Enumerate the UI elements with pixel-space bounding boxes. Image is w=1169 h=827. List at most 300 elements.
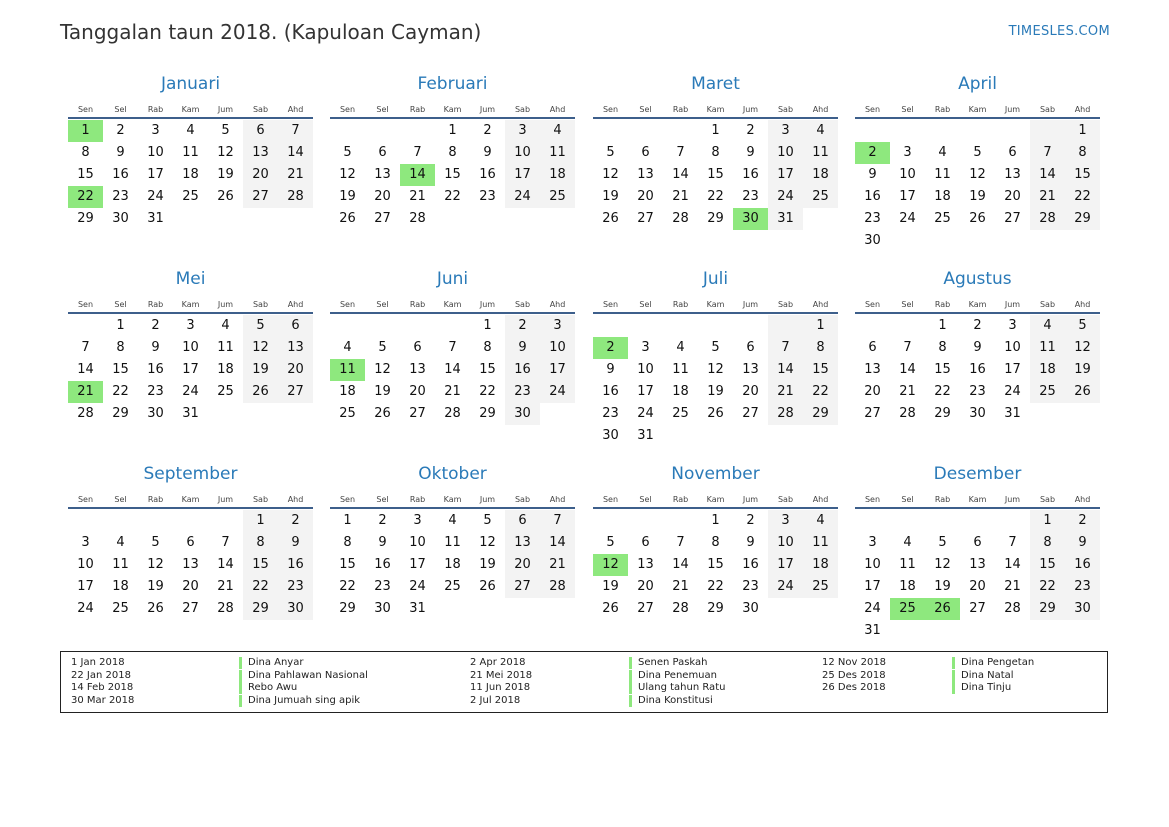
day-cell[interactable]: 24: [864, 601, 881, 616]
day-cell[interactable]: 13: [637, 167, 654, 182]
day-cell[interactable]: 9: [868, 167, 877, 182]
day-cell[interactable]: 17: [1004, 362, 1021, 377]
day-cell[interactable]: 13: [637, 557, 654, 572]
day-cell[interactable]: 4: [221, 318, 230, 333]
day-cell[interactable]: 15: [339, 557, 356, 572]
day-cell[interactable]: 10: [77, 557, 94, 572]
day-cell[interactable]: 5: [973, 145, 982, 160]
day-cell[interactable]: 11: [182, 145, 199, 160]
day-cell[interactable]: 4: [803, 510, 838, 532]
day-cell[interactable]: 16: [864, 189, 881, 204]
day-cell[interactable]: 22: [243, 576, 278, 598]
day-cell[interactable]: 24: [899, 211, 916, 226]
day-cell[interactable]: 21: [278, 164, 313, 186]
day-cell[interactable]: 7: [81, 340, 90, 355]
day-cell[interactable]: 27: [742, 406, 759, 421]
day-cell[interactable]: 6: [746, 340, 755, 355]
day-cell[interactable]: 28: [672, 211, 689, 226]
day-cell[interactable]: 23: [1065, 576, 1100, 598]
day-cell[interactable]: 27: [243, 186, 278, 208]
day-cell[interactable]: 17: [409, 557, 426, 572]
day-cell[interactable]: 25: [672, 406, 689, 421]
day-cell[interactable]: 25: [540, 186, 575, 208]
day-cell[interactable]: 6: [186, 535, 195, 550]
day-cell[interactable]: 24: [505, 186, 540, 208]
day-cell[interactable]: 15: [707, 167, 724, 182]
day-cell[interactable]: 31: [768, 208, 803, 230]
day-cell[interactable]: 12: [339, 167, 356, 182]
day-cell[interactable]: 18: [339, 384, 356, 399]
day-cell[interactable]: 28: [77, 406, 94, 421]
day-cell[interactable]: 10: [864, 557, 881, 572]
day-cell[interactable]: 4: [676, 340, 685, 355]
holiday-day-cell[interactable]: 26: [925, 598, 960, 620]
day-cell[interactable]: 26: [969, 211, 986, 226]
day-cell[interactable]: 4: [1030, 315, 1065, 337]
day-cell[interactable]: 27: [505, 576, 540, 598]
day-cell[interactable]: 16: [969, 362, 986, 377]
day-cell[interactable]: 26: [374, 406, 391, 421]
day-cell[interactable]: 20: [278, 359, 313, 381]
day-cell[interactable]: 20: [505, 554, 540, 576]
day-cell[interactable]: 18: [540, 164, 575, 186]
day-cell[interactable]: 4: [803, 120, 838, 142]
day-cell[interactable]: 9: [746, 535, 755, 550]
day-cell[interactable]: 16: [479, 167, 496, 182]
day-cell[interactable]: 23: [479, 189, 496, 204]
day-cell[interactable]: 23: [147, 384, 164, 399]
day-cell[interactable]: 5: [243, 315, 278, 337]
day-cell[interactable]: 28: [1004, 601, 1021, 616]
day-cell[interactable]: 15: [444, 167, 461, 182]
day-cell[interactable]: 24: [637, 406, 654, 421]
day-cell[interactable]: 15: [77, 167, 94, 182]
day-cell[interactable]: 4: [186, 123, 195, 138]
day-cell[interactable]: 26: [707, 406, 724, 421]
day-cell[interactable]: 2: [973, 318, 982, 333]
day-cell[interactable]: 31: [1004, 406, 1021, 421]
day-cell[interactable]: 7: [278, 120, 313, 142]
day-cell[interactable]: 15: [1030, 554, 1065, 576]
day-cell[interactable]: 10: [147, 145, 164, 160]
day-cell[interactable]: 27: [409, 406, 426, 421]
day-cell[interactable]: 31: [182, 406, 199, 421]
day-cell[interactable]: 29: [479, 406, 496, 421]
day-cell[interactable]: 14: [1030, 164, 1065, 186]
day-cell[interactable]: 19: [969, 189, 986, 204]
day-cell[interactable]: 18: [112, 579, 129, 594]
day-cell[interactable]: 20: [969, 579, 986, 594]
day-cell[interactable]: 16: [742, 557, 759, 572]
day-cell[interactable]: 22: [479, 384, 496, 399]
day-cell[interactable]: 27: [374, 211, 391, 226]
day-cell[interactable]: 14: [444, 362, 461, 377]
day-cell[interactable]: 7: [676, 535, 685, 550]
day-cell[interactable]: 12: [243, 337, 278, 359]
day-cell[interactable]: 6: [868, 340, 877, 355]
day-cell[interactable]: 13: [864, 362, 881, 377]
day-cell[interactable]: 16: [742, 167, 759, 182]
day-cell[interactable]: 9: [973, 340, 982, 355]
holiday-day-cell[interactable]: 22: [68, 186, 103, 208]
day-cell[interactable]: 1: [1065, 120, 1100, 142]
day-cell[interactable]: 22: [112, 384, 129, 399]
day-cell[interactable]: 22: [707, 579, 724, 594]
day-cell[interactable]: 8: [938, 340, 947, 355]
day-cell[interactable]: 1: [343, 513, 352, 528]
day-cell[interactable]: 20: [637, 579, 654, 594]
day-cell[interactable]: 10: [637, 362, 654, 377]
day-cell[interactable]: 16: [278, 554, 313, 576]
day-cell[interactable]: 29: [339, 601, 356, 616]
day-cell[interactable]: 10: [505, 142, 540, 164]
day-cell[interactable]: 3: [186, 318, 195, 333]
day-cell[interactable]: 15: [112, 362, 129, 377]
day-cell[interactable]: 13: [1004, 167, 1021, 182]
day-cell[interactable]: 29: [707, 601, 724, 616]
day-cell[interactable]: 2: [505, 315, 540, 337]
day-cell[interactable]: 12: [969, 167, 986, 182]
day-cell[interactable]: 2: [378, 513, 387, 528]
day-cell[interactable]: 10: [768, 142, 803, 164]
day-cell[interactable]: 19: [147, 579, 164, 594]
day-cell[interactable]: 17: [768, 164, 803, 186]
day-cell[interactable]: 18: [934, 189, 951, 204]
day-cell[interactable]: 8: [803, 337, 838, 359]
day-cell[interactable]: 6: [641, 145, 650, 160]
day-cell[interactable]: 22: [707, 189, 724, 204]
day-cell[interactable]: 26: [217, 189, 234, 204]
day-cell[interactable]: 27: [182, 601, 199, 616]
day-cell[interactable]: 1: [803, 315, 838, 337]
day-cell[interactable]: 12: [374, 362, 391, 377]
day-cell[interactable]: 16: [112, 167, 129, 182]
day-cell[interactable]: 26: [602, 211, 619, 226]
day-cell[interactable]: 17: [864, 579, 881, 594]
day-cell[interactable]: 2: [1065, 510, 1100, 532]
day-cell[interactable]: 13: [969, 557, 986, 572]
day-cell[interactable]: 13: [374, 167, 391, 182]
day-cell[interactable]: 6: [378, 145, 387, 160]
day-cell[interactable]: 15: [1065, 164, 1100, 186]
day-cell[interactable]: 2: [483, 123, 492, 138]
day-cell[interactable]: 22: [803, 381, 838, 403]
day-cell[interactable]: 29: [77, 211, 94, 226]
day-cell[interactable]: 19: [374, 384, 391, 399]
day-cell[interactable]: 21: [444, 384, 461, 399]
day-cell[interactable]: 1: [711, 513, 720, 528]
day-cell[interactable]: 23: [742, 579, 759, 594]
day-cell[interactable]: 28: [1030, 208, 1065, 230]
day-cell[interactable]: 23: [278, 576, 313, 598]
day-cell[interactable]: 4: [116, 535, 125, 550]
day-cell[interactable]: 26: [602, 601, 619, 616]
day-cell[interactable]: 12: [217, 145, 234, 160]
day-cell[interactable]: 5: [711, 340, 720, 355]
day-cell[interactable]: 14: [77, 362, 94, 377]
day-cell[interactable]: 7: [448, 340, 457, 355]
day-cell[interactable]: 6: [1008, 145, 1017, 160]
day-cell[interactable]: 20: [409, 384, 426, 399]
day-cell[interactable]: 14: [540, 532, 575, 554]
day-cell[interactable]: 9: [1065, 532, 1100, 554]
day-cell[interactable]: 7: [413, 145, 422, 160]
day-cell[interactable]: 30: [864, 233, 881, 248]
day-cell[interactable]: 29: [1030, 598, 1065, 620]
day-cell[interactable]: 3: [868, 535, 877, 550]
day-cell[interactable]: 5: [221, 123, 230, 138]
day-cell[interactable]: 8: [483, 340, 492, 355]
holiday-day-cell[interactable]: 2: [855, 142, 890, 164]
day-cell[interactable]: 3: [768, 120, 803, 142]
day-cell[interactable]: 21: [768, 381, 803, 403]
day-cell[interactable]: 22: [1030, 576, 1065, 598]
day-cell[interactable]: 6: [505, 510, 540, 532]
day-cell[interactable]: 22: [1065, 186, 1100, 208]
day-cell[interactable]: 4: [903, 535, 912, 550]
day-cell[interactable]: 1: [448, 123, 457, 138]
day-cell[interactable]: 17: [540, 359, 575, 381]
day-cell[interactable]: 8: [448, 145, 457, 160]
day-cell[interactable]: 21: [409, 189, 426, 204]
day-cell[interactable]: 12: [1065, 337, 1100, 359]
day-cell[interactable]: 28: [278, 186, 313, 208]
day-cell[interactable]: 10: [1004, 340, 1021, 355]
day-cell[interactable]: 30: [742, 601, 759, 616]
day-cell[interactable]: 23: [505, 381, 540, 403]
day-cell[interactable]: 30: [505, 403, 540, 425]
holiday-day-cell[interactable]: 2: [593, 337, 628, 359]
day-cell[interactable]: 5: [151, 535, 160, 550]
day-cell[interactable]: 10: [182, 340, 199, 355]
day-cell[interactable]: 8: [1030, 532, 1065, 554]
day-cell[interactable]: 19: [602, 189, 619, 204]
day-cell[interactable]: 29: [803, 403, 838, 425]
day-cell[interactable]: 2: [151, 318, 160, 333]
day-cell[interactable]: 15: [707, 557, 724, 572]
day-cell[interactable]: 30: [1065, 598, 1100, 620]
day-cell[interactable]: 18: [182, 167, 199, 182]
day-cell[interactable]: 13: [742, 362, 759, 377]
day-cell[interactable]: 1: [711, 123, 720, 138]
day-cell[interactable]: 17: [77, 579, 94, 594]
day-cell[interactable]: 8: [243, 532, 278, 554]
day-cell[interactable]: 13: [182, 557, 199, 572]
day-cell[interactable]: 29: [1065, 208, 1100, 230]
day-cell[interactable]: 28: [217, 601, 234, 616]
day-cell[interactable]: 18: [444, 557, 461, 572]
day-cell[interactable]: 16: [147, 362, 164, 377]
day-cell[interactable]: 6: [243, 120, 278, 142]
day-cell[interactable]: 18: [899, 579, 916, 594]
day-cell[interactable]: 17: [768, 554, 803, 576]
day-cell[interactable]: 11: [672, 362, 689, 377]
day-cell[interactable]: 14: [899, 362, 916, 377]
day-cell[interactable]: 24: [1004, 384, 1021, 399]
day-cell[interactable]: 26: [1065, 381, 1100, 403]
day-cell[interactable]: 7: [903, 340, 912, 355]
day-cell[interactable]: 23: [602, 406, 619, 421]
day-cell[interactable]: 19: [707, 384, 724, 399]
day-cell[interactable]: 21: [540, 554, 575, 576]
day-cell[interactable]: 12: [602, 167, 619, 182]
day-cell[interactable]: 22: [934, 384, 951, 399]
day-cell[interactable]: 9: [151, 340, 160, 355]
day-cell[interactable]: 19: [934, 579, 951, 594]
day-cell[interactable]: 25: [112, 601, 129, 616]
day-cell[interactable]: 8: [81, 145, 90, 160]
day-cell[interactable]: 3: [151, 123, 160, 138]
holiday-day-cell[interactable]: 14: [400, 164, 435, 186]
day-cell[interactable]: 21: [672, 189, 689, 204]
day-cell[interactable]: 10: [768, 532, 803, 554]
day-cell[interactable]: 5: [343, 145, 352, 160]
day-cell[interactable]: 6: [973, 535, 982, 550]
day-cell[interactable]: 27: [278, 381, 313, 403]
day-cell[interactable]: 24: [182, 384, 199, 399]
day-cell[interactable]: 25: [182, 189, 199, 204]
day-cell[interactable]: 18: [803, 554, 838, 576]
day-cell[interactable]: 22: [339, 579, 356, 594]
day-cell[interactable]: 19: [1065, 359, 1100, 381]
day-cell[interactable]: 3: [81, 535, 90, 550]
day-cell[interactable]: 13: [278, 337, 313, 359]
day-cell[interactable]: 9: [278, 532, 313, 554]
day-cell[interactable]: 27: [637, 601, 654, 616]
day-cell[interactable]: 16: [602, 384, 619, 399]
day-cell[interactable]: 1: [483, 318, 492, 333]
holiday-day-cell[interactable]: 11: [330, 359, 365, 381]
day-cell[interactable]: 25: [803, 576, 838, 598]
day-cell[interactable]: 7: [768, 337, 803, 359]
day-cell[interactable]: 21: [217, 579, 234, 594]
day-cell[interactable]: 7: [1030, 142, 1065, 164]
day-cell[interactable]: 11: [112, 557, 129, 572]
day-cell[interactable]: 14: [768, 359, 803, 381]
day-cell[interactable]: 31: [864, 623, 881, 638]
day-cell[interactable]: 21: [899, 384, 916, 399]
day-cell[interactable]: 25: [934, 211, 951, 226]
day-cell[interactable]: 12: [934, 557, 951, 572]
day-cell[interactable]: 14: [672, 167, 689, 182]
day-cell[interactable]: 4: [343, 340, 352, 355]
day-cell[interactable]: 5: [606, 535, 615, 550]
day-cell[interactable]: 17: [147, 167, 164, 182]
day-cell[interactable]: 30: [147, 406, 164, 421]
day-cell[interactable]: 19: [217, 167, 234, 182]
day-cell[interactable]: 7: [221, 535, 230, 550]
day-cell[interactable]: 29: [243, 598, 278, 620]
day-cell[interactable]: 24: [77, 601, 94, 616]
day-cell[interactable]: 4: [448, 513, 457, 528]
day-cell[interactable]: 8: [1065, 142, 1100, 164]
day-cell[interactable]: 17: [505, 164, 540, 186]
day-cell[interactable]: 26: [479, 579, 496, 594]
day-cell[interactable]: 3: [540, 315, 575, 337]
day-cell[interactable]: 14: [217, 557, 234, 572]
day-cell[interactable]: 26: [147, 601, 164, 616]
day-cell[interactable]: 12: [707, 362, 724, 377]
day-cell[interactable]: 10: [899, 167, 916, 182]
day-cell[interactable]: 12: [479, 535, 496, 550]
holiday-day-cell[interactable]: 30: [733, 208, 768, 230]
day-cell[interactable]: 14: [278, 142, 313, 164]
day-cell[interactable]: 26: [339, 211, 356, 226]
day-cell[interactable]: 27: [1004, 211, 1021, 226]
day-cell[interactable]: 25: [1030, 381, 1065, 403]
day-cell[interactable]: 7: [1008, 535, 1017, 550]
day-cell[interactable]: 20: [637, 189, 654, 204]
day-cell[interactable]: 8: [343, 535, 352, 550]
day-cell[interactable]: 11: [803, 142, 838, 164]
day-cell[interactable]: 16: [374, 557, 391, 572]
day-cell[interactable]: 22: [444, 189, 461, 204]
day-cell[interactable]: 20: [1004, 189, 1021, 204]
day-cell[interactable]: 15: [934, 362, 951, 377]
day-cell[interactable]: 5: [606, 145, 615, 160]
day-cell[interactable]: 31: [409, 601, 426, 616]
day-cell[interactable]: 9: [606, 362, 615, 377]
day-cell[interactable]: 12: [147, 557, 164, 572]
day-cell[interactable]: 3: [505, 120, 540, 142]
day-cell[interactable]: 30: [278, 598, 313, 620]
day-cell[interactable]: 28: [768, 403, 803, 425]
day-cell[interactable]: 11: [540, 142, 575, 164]
brand-link[interactable]: TIMESLES.COM: [1008, 24, 1110, 39]
day-cell[interactable]: 5: [938, 535, 947, 550]
day-cell[interactable]: 1: [116, 318, 125, 333]
day-cell[interactable]: 17: [182, 362, 199, 377]
day-cell[interactable]: 25: [803, 186, 838, 208]
day-cell[interactable]: 19: [479, 557, 496, 572]
day-cell[interactable]: 13: [243, 142, 278, 164]
day-cell[interactable]: 9: [505, 337, 540, 359]
day-cell[interactable]: 10: [409, 535, 426, 550]
day-cell[interactable]: 6: [413, 340, 422, 355]
day-cell[interactable]: 31: [637, 428, 654, 443]
day-cell[interactable]: 28: [672, 601, 689, 616]
day-cell[interactable]: 7: [540, 510, 575, 532]
day-cell[interactable]: 3: [641, 340, 650, 355]
day-cell[interactable]: 10: [540, 337, 575, 359]
day-cell[interactable]: 11: [934, 167, 951, 182]
day-cell[interactable]: 1: [1030, 510, 1065, 532]
day-cell[interactable]: 9: [378, 535, 387, 550]
day-cell[interactable]: 20: [864, 384, 881, 399]
day-cell[interactable]: 15: [243, 554, 278, 576]
day-cell[interactable]: 27: [969, 601, 986, 616]
day-cell[interactable]: 15: [479, 362, 496, 377]
day-cell[interactable]: 19: [339, 189, 356, 204]
day-cell[interactable]: 15: [803, 359, 838, 381]
day-cell[interactable]: 13: [409, 362, 426, 377]
day-cell[interactable]: 21: [672, 579, 689, 594]
day-cell[interactable]: 9: [483, 145, 492, 160]
day-cell[interactable]: 25: [339, 406, 356, 421]
day-cell[interactable]: 19: [602, 579, 619, 594]
day-cell[interactable]: 29: [112, 406, 129, 421]
day-cell[interactable]: 14: [672, 557, 689, 572]
day-cell[interactable]: 16: [1065, 554, 1100, 576]
day-cell[interactable]: 16: [505, 359, 540, 381]
day-cell[interactable]: 28: [409, 211, 426, 226]
day-cell[interactable]: 11: [444, 535, 461, 550]
day-cell[interactable]: 1: [243, 510, 278, 532]
day-cell[interactable]: 5: [483, 513, 492, 528]
day-cell[interactable]: 21: [1004, 579, 1021, 594]
day-cell[interactable]: 23: [864, 211, 881, 226]
day-cell[interactable]: 7: [676, 145, 685, 160]
